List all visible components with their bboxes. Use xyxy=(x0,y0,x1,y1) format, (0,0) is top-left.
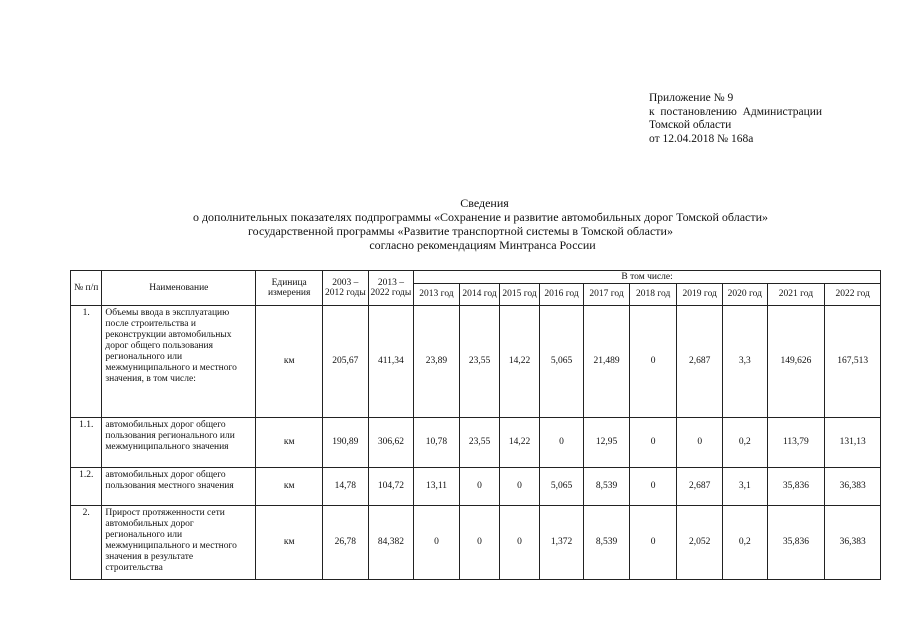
row-value: 0 xyxy=(539,418,584,468)
row-value: 23,89 xyxy=(414,306,460,418)
row-value: 0,2 xyxy=(723,506,768,580)
row-value: 0,2 xyxy=(723,418,768,468)
row-value: 8,539 xyxy=(584,468,630,506)
row-num: 1.1. xyxy=(71,418,102,468)
row-value: 2,687 xyxy=(677,306,723,418)
header-unit: Единица измерения xyxy=(256,271,323,306)
header-name: Наименование xyxy=(102,271,256,306)
row-value: 35,836 xyxy=(767,506,825,580)
header-num: № п/п xyxy=(71,271,102,306)
title-line: согласно рекомендациям Минтранса России xyxy=(369,238,596,252)
row-value: 190,89 xyxy=(323,418,369,468)
header-year: 2015 год xyxy=(500,284,539,306)
row-unit: км xyxy=(256,506,323,580)
row-value: 0 xyxy=(629,306,677,418)
row-value: 113,79 xyxy=(767,418,825,468)
row-value: 5,065 xyxy=(539,306,584,418)
appendix-block xyxy=(649,92,879,146)
header-period-2013-2022: 2013 – 2022 годы xyxy=(368,271,414,306)
header-year: 2017 год xyxy=(584,284,630,306)
row-value: 14,22 xyxy=(500,418,539,468)
appendix-line: к постановлению Администрации xyxy=(649,105,823,118)
row-value: 8,539 xyxy=(584,506,630,580)
table-row xyxy=(71,418,881,468)
header-year: 2021 год xyxy=(767,284,825,306)
header-year: 2013 год xyxy=(414,284,460,306)
row-value: 5,065 xyxy=(539,468,584,506)
row-value: 0 xyxy=(629,468,677,506)
row-value: 14,22 xyxy=(500,306,539,418)
row-value: 3,1 xyxy=(723,468,768,506)
appendix-line: Томской области xyxy=(649,119,732,131)
table-row xyxy=(71,468,881,506)
row-value: 36,383 xyxy=(825,468,881,506)
row-value: 84,382 xyxy=(368,506,414,580)
header-year: 2016 год xyxy=(539,284,584,306)
row-value: 2,052 xyxy=(677,506,723,580)
header-year: 2018 год xyxy=(629,284,677,306)
row-name: Объемы ввода в эксплуатацию после строительства и реконструкции автомобильных дорог общего пользования регионального или межмуниципального и местного значения, в том числе: xyxy=(102,306,256,418)
row-name: автомобильных дорог общего пользования регионального или межмуниципального значения xyxy=(102,418,256,468)
row-value: 2,687 xyxy=(677,468,723,506)
row-value: 131,13 xyxy=(825,418,881,468)
header-year: 2022 год xyxy=(825,284,881,306)
row-value: 306,62 xyxy=(368,418,414,468)
row-value: 205,67 xyxy=(323,306,369,418)
header-year: 2019 год xyxy=(677,284,723,306)
header-including: В том числе: xyxy=(414,271,881,284)
title-line: о дополнительных показателях подпрограммы «Сохранение и развитие автомобильных дорог Томской области» xyxy=(192,210,769,224)
row-value: 23,55 xyxy=(459,306,500,418)
row-value: 0 xyxy=(414,506,460,580)
appendix-line: от 12.04.2018 № 168а xyxy=(649,132,754,145)
row-unit: км xyxy=(256,468,323,506)
row-value: 12,95 xyxy=(584,418,630,468)
row-unit: км xyxy=(256,418,323,468)
row-value: 14,78 xyxy=(323,468,369,506)
title-line: государственной программы «Развитие транспортной системы в Томской области» xyxy=(248,224,673,238)
row-num: 1. xyxy=(71,306,102,418)
row-value: 167,513 xyxy=(825,306,881,418)
row-value: 10,78 xyxy=(414,418,460,468)
row-value: 26,78 xyxy=(323,506,369,580)
row-value: 21,489 xyxy=(584,306,630,418)
row-value: 1,372 xyxy=(539,506,584,580)
row-value: 0 xyxy=(629,418,677,468)
row-value: 104,72 xyxy=(368,468,414,506)
row-name: Прирост протяженности сети автомобильных дорог регионального или межмуниципального и местного значения в результате строительства xyxy=(102,506,256,580)
row-value: 13,11 xyxy=(414,468,460,506)
row-value: 149,626 xyxy=(767,306,825,418)
header-period-2003-2012: 2003 – 2012 годы xyxy=(323,271,369,306)
row-value: 0 xyxy=(500,468,539,506)
row-value: 0 xyxy=(677,418,723,468)
document-title xyxy=(0,196,905,252)
row-value: 36,383 xyxy=(825,506,881,580)
title-line: Сведения xyxy=(460,196,509,210)
row-value: 3,3 xyxy=(723,306,768,418)
table-row xyxy=(71,506,881,580)
table-row xyxy=(71,306,881,418)
row-value: 0 xyxy=(629,506,677,580)
row-value: 411,34 xyxy=(368,306,414,418)
row-value: 0 xyxy=(459,506,500,580)
row-unit: км xyxy=(256,306,323,418)
row-name: автомобильных дорог общего пользования местного значения xyxy=(102,468,256,506)
row-num: 2. xyxy=(71,506,102,580)
row-value: 23,55 xyxy=(459,418,500,468)
row-num: 1.2. xyxy=(71,468,102,506)
header-year: 2020 год xyxy=(723,284,768,306)
indicators-table xyxy=(70,270,881,580)
row-value: 0 xyxy=(500,506,539,580)
header-year: 2014 год xyxy=(459,284,500,306)
appendix-line: Приложение № 9 xyxy=(649,92,734,104)
row-value: 35,836 xyxy=(767,468,825,506)
row-value: 0 xyxy=(459,468,500,506)
